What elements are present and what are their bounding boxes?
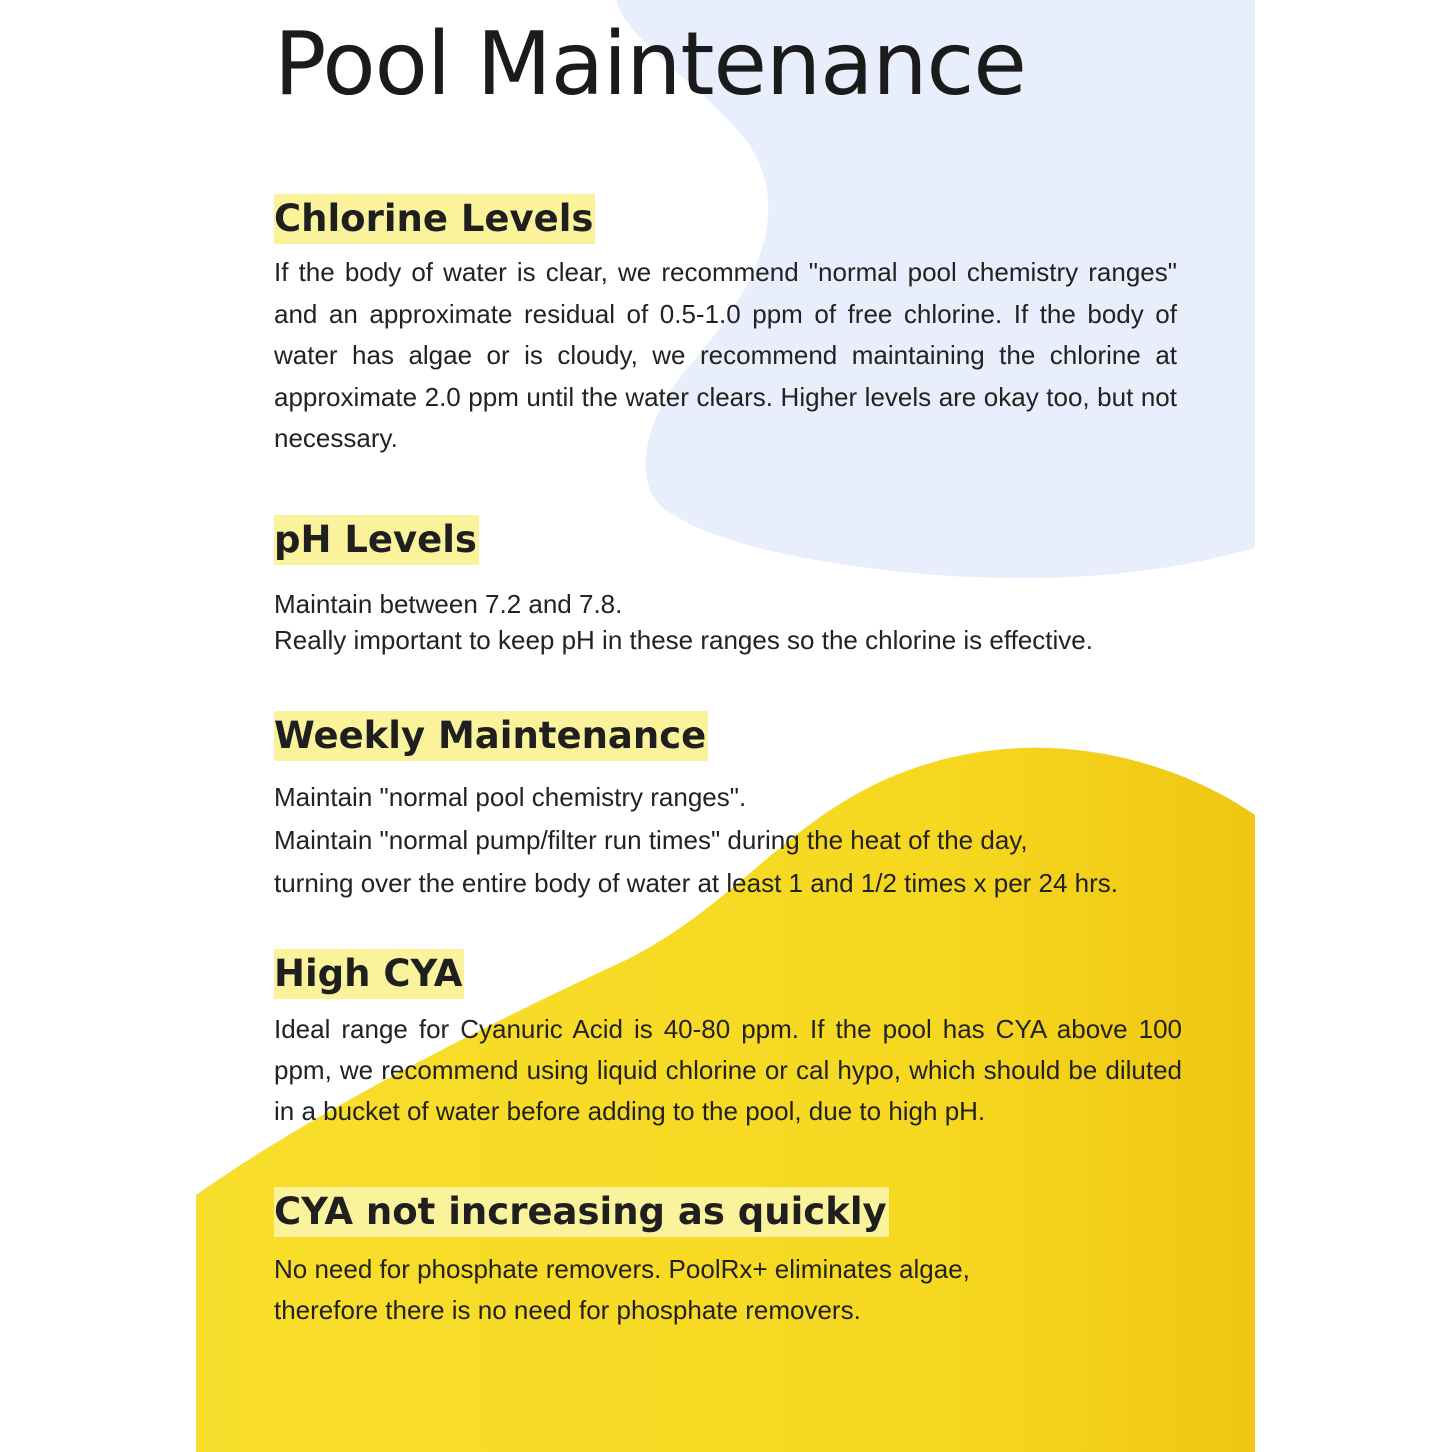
section-heading: High CYA bbox=[274, 949, 464, 999]
document-page bbox=[196, 0, 1255, 1452]
body-line: turning over the entire body of water at least 1 and 1/2 times x per 24 hrs. bbox=[274, 868, 1119, 898]
section-heading: CYA not increasing as quickly bbox=[274, 1187, 889, 1237]
section-ph-levels bbox=[274, 515, 1184, 658]
section-high-cya bbox=[274, 949, 1184, 1132]
page-title: Pool Maintenance bbox=[274, 13, 1026, 115]
body-line: therefore there is no need for phosphate removers. bbox=[274, 1295, 861, 1325]
section-heading: Weekly Maintenance bbox=[274, 711, 708, 761]
section-body bbox=[274, 776, 1184, 905]
section-body bbox=[274, 1249, 1184, 1331]
body-line: Really important to keep pH in these ranges so the chlorine is effective. bbox=[274, 625, 1093, 655]
section-weekly-maintenance bbox=[274, 711, 1184, 905]
body-line: Maintain "normal pump/filter run times" during the heat of the day, bbox=[274, 825, 1028, 855]
section-chlorine-levels bbox=[274, 194, 1184, 460]
section-cya-not-increasing bbox=[274, 1187, 1184, 1331]
section-heading: pH Levels bbox=[274, 515, 479, 565]
section-body bbox=[274, 586, 1184, 658]
body-line: No need for phosphate removers. PoolRx+ eliminates algae, bbox=[274, 1254, 970, 1284]
section-heading: Chlorine Levels bbox=[274, 194, 595, 244]
section-body: If the body of water is clear, we recommend "normal pool chemistry ranges" and an approximate residual of 0.5-1.0 ppm of free chlorine. If the body of water has algae or is cloudy, we recommend maintaining the chlorine at approximate 2.0 ppm until the water clears. Higher levels are okay too, but not necessary. bbox=[274, 257, 1177, 453]
section-body: Ideal range for Cyanuric Acid is 40-80 ppm. If the pool has CYA above 100 ppm, we recommend using liquid chlorine or cal hypo, which should be diluted in a bucket of water before adding to the pool, due to high pH. bbox=[274, 1014, 1182, 1126]
body-line: Maintain "normal pool chemistry ranges". bbox=[274, 782, 747, 812]
body-line: Maintain between 7.2 and 7.8. bbox=[274, 589, 623, 619]
